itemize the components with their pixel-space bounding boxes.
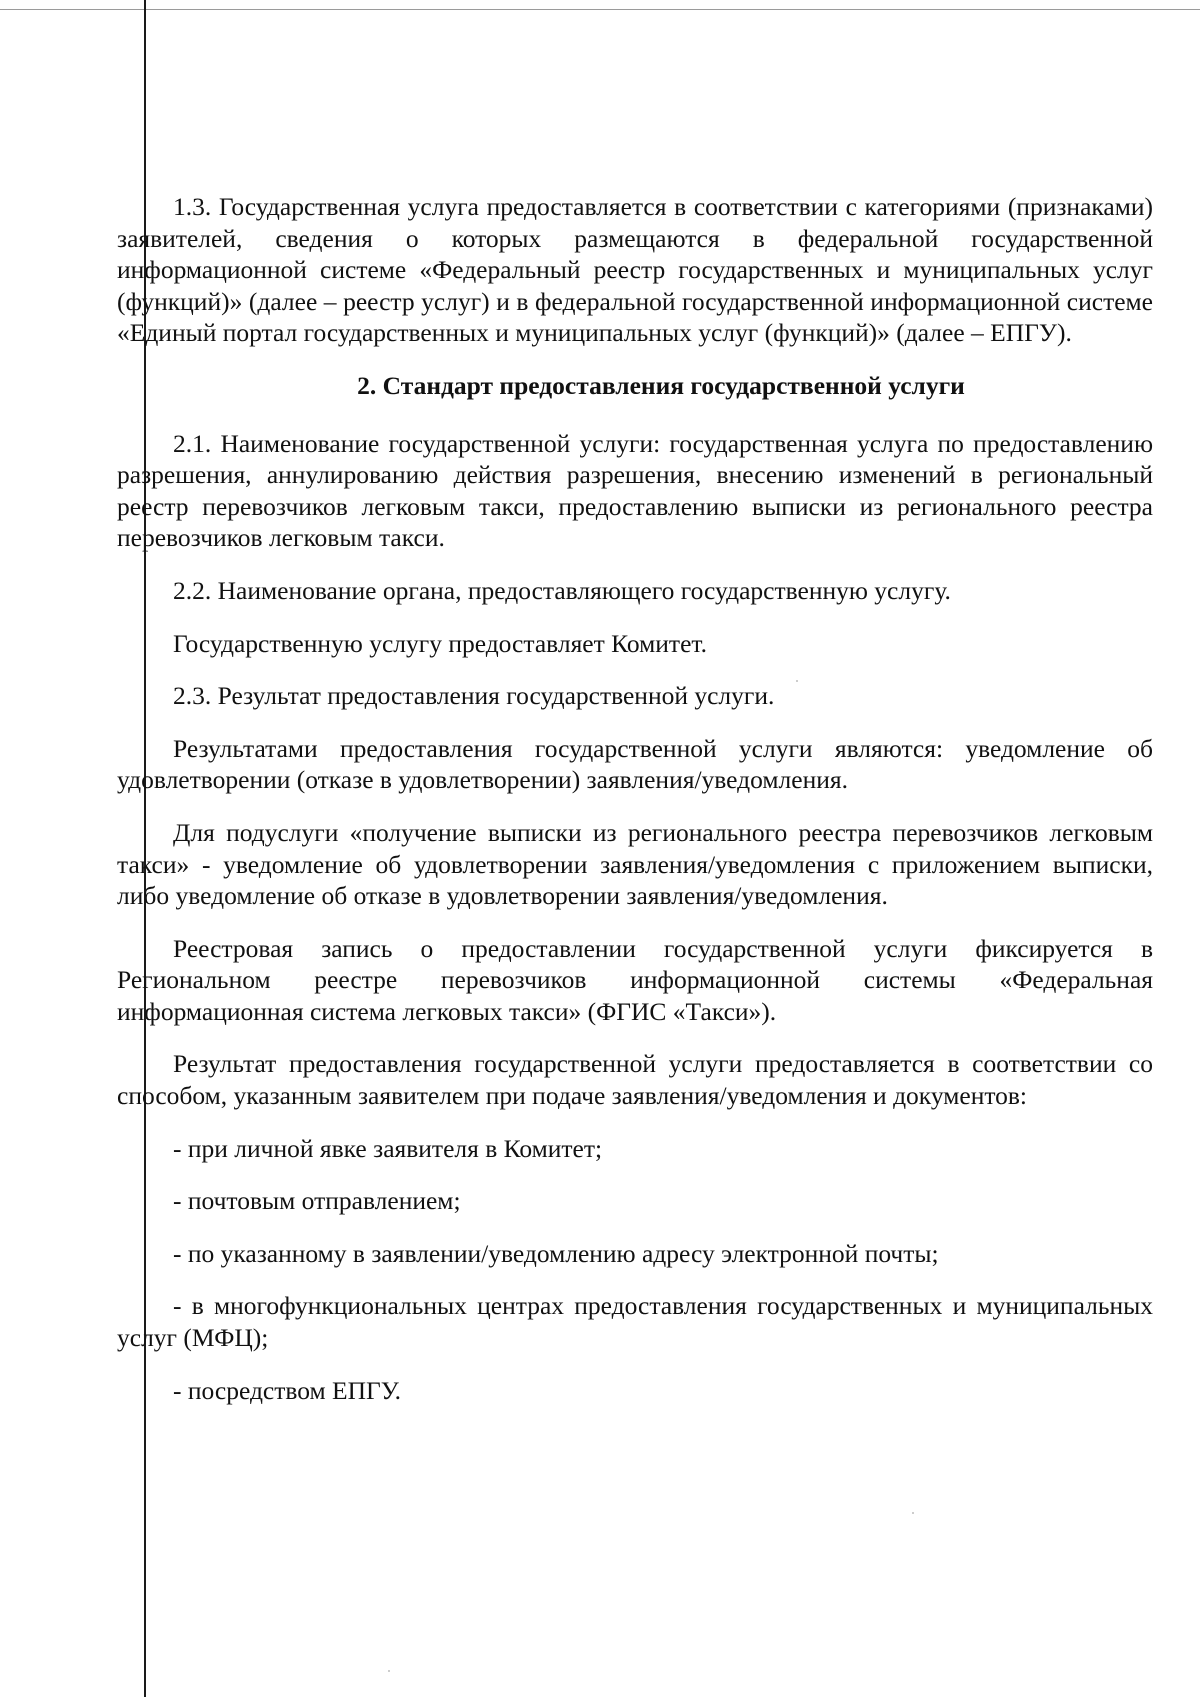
paragraph-2-3: 2.3. Результат предоставления государственной услуги. [173,681,775,711]
list-item-mail: - почтовым отправлением; [173,1186,461,1216]
paragraph-2-1: 2.1. Наименование государственной услуги: государственная услуга по предоставлению разрешения, аннулированию действия разрешения, внесению изменений в региональный реестр перевозчиков легковым такси, предоставлению выписки из регионального реестра перевозчиков легковым такси. [117,428,1153,553]
document-body [117,191,1153,1427]
paragraph-subservice: Для подуслуги «получение выписки из регионального реестра перевозчиков легковым такси» - уведомление об удовлетворении заявления/уведомления с приложением выписки, либо уведомление об отказе в удовлетворении заявления/уведомления. [117,817,1153,911]
paragraph-1-3: 1.3. Государственная услуга предоставляется в соответствии с категориями (признаками) заявителей, сведения о которых размещаются в федеральной государственной информационной системе «Федеральный реестр государственных и муниципальных услуг (функций)» (далее – реестр услуг) и в федеральной государственной информационной системе «Единый портал государственных и муниципальных услуг (функций)» (далее – ЕПГУ). [117,192,1153,348]
paragraph-results: Результатами предоставления государственной услуги являются: уведомление об удовлетворении (отказе в удовлетворении) заявления/уведомления. [117,733,1153,795]
paragraph-2-2: 2.2. Наименование органа, предоставляющего государственную услугу. [173,575,951,605]
list-item-personal-visit: - при личной явке заявителя в Комитет; [173,1133,603,1163]
scan-speck [912,1512,914,1514]
list-item-email: - по указанному в заявлении/уведомлению адресу электронной почты; [173,1238,939,1268]
paragraph-method: Результат предоставления государственной услуги предоставляется в соответствии со способом, указанным заявителем при подаче заявления/уведомления и документов: [117,1049,1153,1111]
paragraph-registry: Реестровая запись о предоставлении государственной услуги фиксируется в Региональном реестре перевозчиков информационной системы «Федеральная информационная система легковых такси» (ФГИС «Такси»). [117,933,1153,1026]
section-2-title: 2. Стандарт предоставления государственной услуги [357,370,965,400]
paragraph-2-2-body: Государственную услугу предоставляет Комитет. [173,628,707,658]
list-item-mfc: - в многофункциональных центрах предоставления государственных и муниципальных услуг (МФЦ); [117,1291,1153,1353]
scan-top-border-line [0,9,1200,10]
list-item-epgu: - посредством ЕПГУ. [173,1375,402,1405]
scan-speck [388,1670,390,1672]
